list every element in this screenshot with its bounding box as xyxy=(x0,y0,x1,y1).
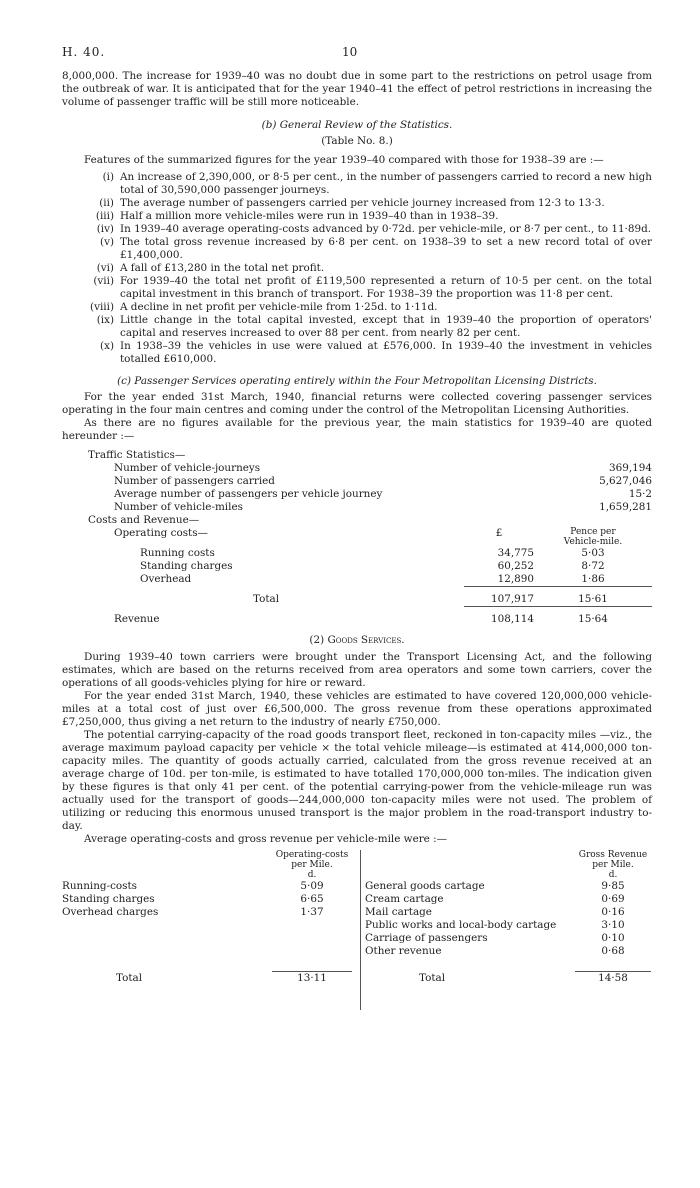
feature-item-number: (iii) xyxy=(95,210,114,222)
gross-revenue-head-3: d. xyxy=(608,870,618,880)
goods-services-title-text: (2) Goods Services. xyxy=(309,634,405,646)
traffic-label: Average number of passengers per vehicle journey xyxy=(114,488,383,500)
goods-label: Mail cartage xyxy=(365,906,432,918)
op-costs-head-3: d. xyxy=(307,870,317,880)
spacer-row xyxy=(62,932,352,945)
goods-label: Standing charges xyxy=(62,893,155,905)
feature-item-number: (vi) xyxy=(96,262,114,274)
traffic-heading: Traffic Statistics— xyxy=(88,449,186,461)
goods-value: 0·68 xyxy=(601,945,625,957)
table-row xyxy=(365,919,651,932)
total-label: Total xyxy=(252,593,280,605)
feature-item-number: (viii) xyxy=(90,301,114,313)
goods-value: 14·58 xyxy=(575,972,651,986)
table-row xyxy=(62,501,652,514)
section-b-title: (b) General Review of the Statistics. xyxy=(261,119,453,131)
feature-item xyxy=(62,171,652,197)
table-row xyxy=(62,880,352,893)
page-number: 10 xyxy=(342,45,358,59)
section-c-paragraph-1: For the year ended 31st March, 1940, financial returns were collected covering passenger services operating in the four main centres and coming under the control of the Metropolitan Licensing Authorities. xyxy=(62,391,652,416)
revenue-label: Revenue xyxy=(114,613,160,625)
feature-item xyxy=(62,197,652,210)
feature-item xyxy=(62,314,652,340)
document-reference: H. 40. xyxy=(62,45,106,59)
feature-item-text: In 1939–40 average operating-costs advanced by 0·72d. per vehicle-mile, or 8·7 per cent., to 11·89d. xyxy=(120,223,652,235)
traffic-value: 5,627,046 xyxy=(599,475,652,487)
gross-revenue-head-2: per Mile. xyxy=(592,860,634,870)
goods-paragraph-1: During 1939–40 town carriers were brought under the Transport Licensing Act, and the following estimates, which are based on the returns received from area operators and some town carriers, cover the operations of all goods-vehicles plying for hire or reward. xyxy=(62,651,652,689)
feature-item xyxy=(62,236,652,262)
table-row xyxy=(62,906,352,919)
feature-item-text: For 1939–40 the total net profit of £119,500 represented a return of 10·5 per cent. on the total capital investment in this branch of transport. For 1938–39 the proportion was 11·8 per cent. xyxy=(120,275,652,300)
goods-label: Other revenue xyxy=(365,945,442,957)
goods-value: 0·16 xyxy=(601,906,625,918)
page-header xyxy=(62,46,652,70)
feature-item xyxy=(62,275,652,301)
revenue-pence: 15·64 xyxy=(578,613,608,625)
pence-column-head xyxy=(534,527,652,547)
goods-paragraph-3: The potential carrying-capacity of the road goods transport fleet, reckoned in ton-capacity miles —viz., the average maximum payload capacity per vehicle × the total vehicle mileage—is estimated at 414,000,000 ton-capacity miles. The quantity of goods actually carried, calculated from the gross revenue received at an average charge of 10d. per ton-mile, is estimated to have totalled 170,000,000 ton-miles. The indication given by these figures is that only 41 per cent. of the potential carrying-power from the vehicle-mileage run was actually used for the transport of goods—244,000,000 ton-capacity miles were not used. The problem of utilizing or reducing this enormous unused transport is the major problem in the road-transport industry to-day. xyxy=(62,729,652,832)
feature-item-number: (x) xyxy=(100,340,114,352)
feature-item-number: (ii) xyxy=(99,197,114,209)
feature-item-text: A decline in net profit per vehicle-mile from 1·25d. to 1·11d. xyxy=(120,301,438,313)
feature-item xyxy=(62,301,652,314)
goods-label: Carriage of passengers xyxy=(365,932,488,944)
table-row xyxy=(365,880,651,893)
traffic-heading-row xyxy=(62,449,652,462)
goods-value: 1·37 xyxy=(300,906,324,918)
total-row xyxy=(62,972,352,986)
feature-item-number: (i) xyxy=(102,171,114,183)
spacer-row xyxy=(62,919,352,932)
cost-pence: 1·86 xyxy=(581,573,605,585)
op-costs-head-2: per Mile. xyxy=(291,860,333,870)
feature-item-number: (v) xyxy=(100,236,114,248)
feature-item-text: An increase of 2,390,000, or 8·5 per cent., in the number of passengers carried to record a new high total of 30,590,000 passenger journeys. xyxy=(120,171,652,196)
features-list xyxy=(62,171,652,366)
goods-label: Running-costs xyxy=(62,880,137,892)
pence-head-line-1: Pence per xyxy=(570,527,616,537)
revenue-row xyxy=(62,613,652,626)
goods-services-title xyxy=(62,634,652,647)
total-pence: 15·61 xyxy=(578,593,608,605)
feature-item-text: A fall of £13,280 in the total net profit. xyxy=(120,262,325,274)
table-row xyxy=(62,475,652,488)
feature-item-text: The average number of passengers carried per vehicle journey increased from 12·3 to 13·3. xyxy=(120,197,605,209)
table-row xyxy=(62,547,652,560)
cost-pence: 8·72 xyxy=(581,560,605,572)
revenue-pounds: 108,114 xyxy=(491,613,534,625)
feature-item-text: The total gross revenue increased by 6·8 per cent. on 1938–39 to set a new record total of over £1,400,000. xyxy=(120,236,652,261)
goods-label: Total xyxy=(116,971,143,984)
spacer-row xyxy=(62,958,352,972)
pounds-column-head: £ xyxy=(495,527,503,539)
goods-value: 5·09 xyxy=(300,880,324,892)
traffic-label: Number of passengers carried xyxy=(114,475,275,487)
table-row xyxy=(365,932,651,945)
goods-value: 3·10 xyxy=(601,919,625,931)
section-c-paragraph-2: As there are no figures available for the previous year, the main statistics for 1939–40 are quoted hereunder :— xyxy=(62,417,652,442)
feature-item xyxy=(62,340,652,366)
total-row xyxy=(365,972,651,986)
table-row xyxy=(365,893,651,906)
feature-item-text: In 1938–39 the vehicles in use were valued at £576,000. In 1939–40 the investment in vehicles totalled £610,000. xyxy=(120,340,652,365)
goods-label: General goods cartage xyxy=(365,880,485,892)
goods-label: Cream cartage xyxy=(365,893,444,905)
traffic-label: Number of vehicle-journeys xyxy=(114,462,261,474)
traffic-value: 369,194 xyxy=(609,462,652,474)
total-pounds: 107,917 xyxy=(491,593,534,605)
table-row xyxy=(62,573,652,587)
table-row xyxy=(62,560,652,573)
goods-value: 0·69 xyxy=(601,893,625,905)
metropolitan-statistics-table xyxy=(62,449,652,626)
table-row xyxy=(62,488,652,501)
goods-paragraph-4: Average operating-costs and gross revenue per vehicle-mile were :— xyxy=(84,833,448,845)
cost-pounds: 12,890 xyxy=(497,573,534,585)
goods-paragraph-2: For the year ended 31st March, 1940, these vehicles are estimated to have covered 120,000,000 vehicle-miles at a total cost of just over £6,500,000. The gross revenue from these operations approximated £7,250,000, thus giving a net return to the industry of nearly £750,000. xyxy=(62,690,652,728)
cost-pounds: 60,252 xyxy=(497,560,534,572)
feature-item xyxy=(62,210,652,223)
section-b-lead: Features of the summarized figures for the year 1939–40 compared with those for 1938–39 are :— xyxy=(84,154,604,166)
op-costs-head-1: Operating-costs xyxy=(275,850,349,860)
cost-label: Standing charges xyxy=(140,560,233,572)
goods-label: Public works and local-body cartage xyxy=(365,919,557,931)
goods-label: Total xyxy=(419,971,446,984)
cost-pounds: 34,775 xyxy=(497,547,534,559)
feature-item-number: (vii) xyxy=(93,275,114,287)
feature-item-text: Little change in the total capital invested, except that in 1939–40 the proportion of operators' capital and reserves increased to over 88 per cent. from nearly 82 per cent. xyxy=(120,314,652,339)
feature-item xyxy=(62,262,652,275)
spacer-row xyxy=(365,958,651,972)
total-row xyxy=(62,593,652,607)
intro-paragraph: 8,000,000. The increase for 1939–40 was no doubt due in some part to the restrictions on petrol usage from the outbreak of war. It is anticipated that for the year 1940–41 the effect of petrol restrictions in increasing the volume of passenger traffic will be still more noticeable. xyxy=(62,70,652,108)
goods-value: 0·10 xyxy=(601,932,625,944)
pence-head-line-2: Vehicle-mile. xyxy=(563,537,623,547)
table-row xyxy=(365,906,651,919)
feature-item-text: Half a million more vehicle-miles were run in 1939–40 than in 1938–39. xyxy=(120,210,499,222)
section-c-title: (c) Passenger Services operating entirely within the Four Metropolitan Licensing Districts. xyxy=(117,375,597,387)
table-row xyxy=(62,462,652,475)
operating-costs-label: Operating costs— xyxy=(114,527,208,539)
traffic-value: 15·2 xyxy=(628,488,652,500)
traffic-value: 1,659,281 xyxy=(599,501,652,513)
cost-pence: 5·03 xyxy=(581,547,605,559)
table-row xyxy=(62,893,352,906)
spacer-row xyxy=(62,945,352,958)
table-row xyxy=(365,945,651,958)
goods-label: Overhead charges xyxy=(62,906,159,918)
traffic-label: Number of vehicle-miles xyxy=(114,501,243,513)
feature-item xyxy=(62,223,652,236)
costs-heading-row xyxy=(62,514,652,527)
operating-costs-column xyxy=(62,850,352,985)
goods-value: 9·85 xyxy=(601,880,625,892)
section-b-table-ref: (Table No. 8.) xyxy=(321,135,393,147)
gross-revenue-column xyxy=(360,850,652,1010)
feature-item-number: (iv) xyxy=(96,223,114,235)
goods-value: 13·11 xyxy=(272,972,352,986)
feature-item-number: (ix) xyxy=(96,314,114,326)
goods-value: 6·65 xyxy=(300,893,324,905)
gross-revenue-head-1: Gross Revenue xyxy=(578,850,648,860)
cost-label: Overhead xyxy=(140,573,192,585)
cost-label: Running costs xyxy=(140,547,215,559)
costs-heading: Costs and Revenue— xyxy=(88,514,200,526)
costs-column-heads xyxy=(62,527,652,547)
document-page xyxy=(62,46,652,1010)
goods-costs-revenue-table xyxy=(62,850,652,1010)
